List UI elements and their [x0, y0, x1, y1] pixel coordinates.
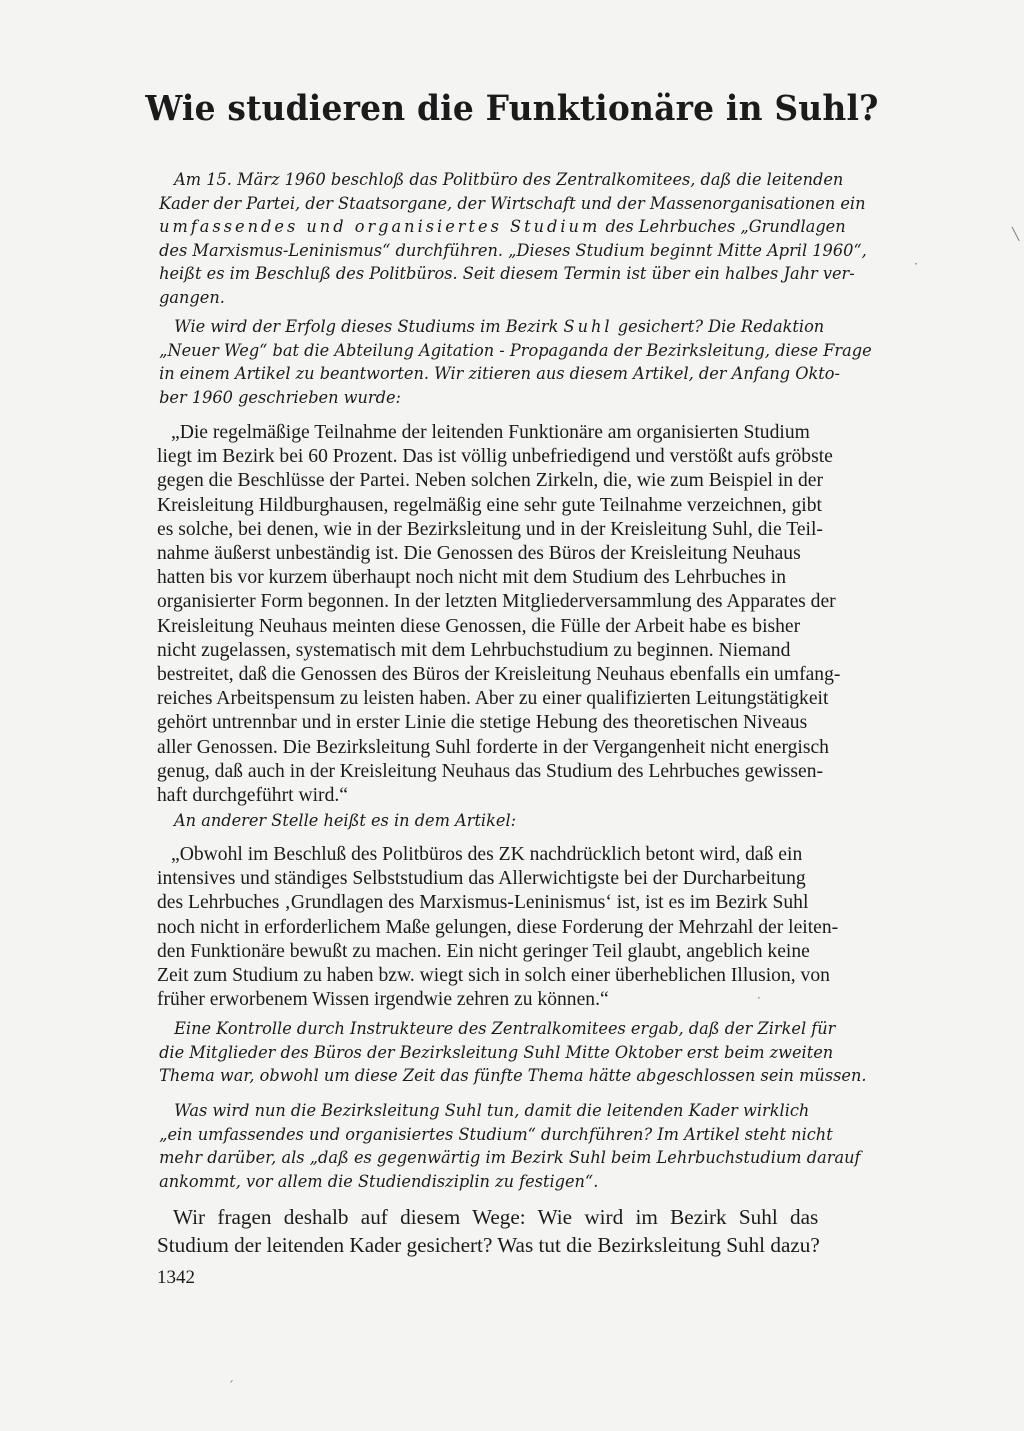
text-line: „Neuer Weg“ bat die Abteilung Agitation - Propaganda der Bezirksleitung, diese Frage	[159, 340, 872, 361]
text-line: Eine Kontrolle durch Instrukteure des Zentralkomitees ergab, daß der Zirkel für	[174, 1019, 836, 1039]
text-line: Studium der leitenden Kader gesichert? Was tut die Bezirksleitung Suhl dazu?	[157, 1232, 820, 1257]
text-line: „Obwohl im Beschluß des Politbüros des ZK nachdrücklich betont wird, daß ein	[171, 844, 803, 865]
text-line: nicht zugelassen, systematisch mit dem Lehrbuchstudium zu beginnen. Niemand	[157, 639, 791, 661]
text-line: genug, daß auch in der Kreisleitung Neuhaus das Studium des Lehrbuches gewissen-	[157, 760, 824, 782]
text-line: noch nicht in erforderlichem Maße gelungen, diese Forderung der Mehrzahl der leiten-	[157, 916, 839, 938]
quoted-article-paragraph	[157, 421, 840, 808]
scan-speck-icon: ·	[757, 991, 761, 1005]
text-line: reiches Arbeitspensum zu leisten haben. Aber zu einer qualifizierten Leitungstätigkeit	[157, 688, 829, 710]
scan-speck-icon: ╲	[1012, 227, 1020, 241]
text-line: Thema war, obwohl um diese Zeit das fünfte Thema hätte abgeschlossen sein müssen.	[159, 1066, 867, 1087]
question-paragraph	[159, 316, 872, 410]
text-line: An anderer Stelle heißt es in dem Artikel:	[174, 811, 517, 831]
followup-paragraph	[159, 1100, 861, 1194]
text-line: Kader der Partei, der Staatsorgane, der Wirtschaft und der Massenorganisationen ein	[159, 193, 866, 214]
page-number: 1342	[157, 1267, 195, 1288]
text-line: die Mitglieder des Büros der Bezirksleitung Suhl Mitte Oktober erst beim zweiten	[159, 1042, 834, 1063]
article-title: Wie studieren die Funktionäre in Suhl?	[145, 88, 879, 129]
text-segment: gesichert? Die Redaktion	[612, 317, 825, 337]
text-line: „ein umfassendes und organisiertes Studium“ durchführen? Im Artikel steht nicht	[159, 1124, 833, 1145]
text-line: bestreitet, daß die Genossen des Büros der Kreisleitung Neuhaus ebenfalls ein umfang-	[157, 664, 841, 686]
text-line: liegt im Bezirk bei 60 Prozent. Das ist völlig unbefriedigend und verstößt aufs gröbste	[157, 446, 833, 468]
text-line: heißt es im Beschluß des Politbüros. Seit diesem Termin ist über ein halbes Jahr ver-	[159, 264, 855, 285]
text-line: nahme äußerst unbeständig ist. Die Genossen des Büros der Kreisleitung Neuhaus	[157, 543, 801, 565]
text-line	[159, 216, 867, 240]
scan-speck-icon: ·	[914, 257, 918, 271]
text-line: organisierter Form begonnen. In der letzten Mitgliederversammlung des Apparates der	[157, 591, 836, 613]
text-line: es solche, bei denen, wie in der Bezirksleitung und in der Kreisleitung Suhl, die Teil-	[157, 518, 823, 540]
text-line: gegen die Beschlüsse der Partei. Neben solchen Zirkeln, die, wie zum Beispiel in der	[157, 470, 823, 492]
quoted-article-paragraph-2	[157, 843, 838, 1012]
text-line: hatten bis vor kurzem überhaupt noch nicht mit dem Studium des Lehrbuches in	[157, 567, 787, 589]
spaced-emphasis: umfassendes und organisiertes Studium	[159, 217, 601, 238]
text-line: des Marxismus-Leninismus“ durchführen. „Dieses Studium beginnt Mitte April 1960“,	[159, 240, 867, 261]
text-line: ankommt, vor allem die Studiendisziplin zu festigen“.	[159, 1171, 599, 1192]
control-paragraph	[159, 1018, 867, 1089]
text-line	[174, 316, 872, 340]
text-line: Am 15. März 1960 beschloß das Politbüro des Zentralkomitees, daß die leitenden	[174, 170, 844, 190]
transition-paragraph	[174, 810, 516, 834]
text-line: Wir fragen deshalb auf diesem Wege: Wie wird im Bezirk Suhl das	[173, 1205, 819, 1229]
text-line: aller Genossen. Die Bezirksleitung Suhl forderte in der Vergangenheit nicht energisch	[157, 736, 829, 758]
text-line: Was wird nun die Bezirksleitung Suhl tun, damit die leitenden Kader wirklich	[174, 1101, 810, 1121]
spaced-emphasis: Suhl	[563, 317, 613, 337]
text-line: mehr darüber, als „daß es gegenwärtig im Bezirk Suhl beim Lehrbuchstudium darauf	[159, 1148, 861, 1169]
text-line: in einem Artikel zu beantworten. Wir zitieren aus diesem Artikel, der Anfang Okto-	[159, 364, 840, 385]
text-line: „Die regelmäßige Teilnahme der leitenden Funktionäre am organisierten Studium	[171, 422, 810, 443]
text-line: gangen.	[159, 287, 225, 308]
scan-speck-icon: ˊ	[228, 1379, 234, 1393]
intro-paragraph	[159, 169, 867, 311]
text-line: des Lehrbuches ‚Grundlagen des Marxismus-Leninismus‘ ist, ist es im Bezirk Suhl	[157, 892, 809, 914]
text-line: den Funktionäre bewußt zu machen. Ein nicht geringer Teil glaubt, angeblich keine	[157, 940, 810, 962]
text-line: ber 1960 geschrieben wurde:	[159, 387, 401, 408]
text-line: gehört untrennbar und in erster Linie die stetige Hebung des theoretischen Niveaus	[157, 712, 808, 734]
text-line: früher erworbenem Wissen irgendwie zehren zu können.“	[157, 989, 609, 1011]
text-line: Kreisleitung Neuhaus meinten diese Genossen, die Fülle der Arbeit habe es bisher	[157, 615, 801, 637]
text-segment: Wie wird der Erfolg dieses Studiums im Bezirk	[174, 317, 559, 337]
closing-question-paragraph	[157, 1204, 820, 1260]
text-segment: des Lehrbuches „Grundlagen	[600, 217, 846, 238]
text-line: haft durchgeführt wird.“	[157, 785, 348, 807]
text-line: Kreisleitung Hildburghausen, regelmäßig eine sehr gute Teilnahme verzeichnen, gibt	[157, 494, 822, 516]
text-line: intensives und ständiges Selbststudium das Allerwichtigste bei der Durcharbeitung	[157, 868, 806, 890]
text-line: Zeit zum Studium zu haben bzw. wiegt sich in solch einer überheblichen Illusion, von	[157, 965, 830, 987]
